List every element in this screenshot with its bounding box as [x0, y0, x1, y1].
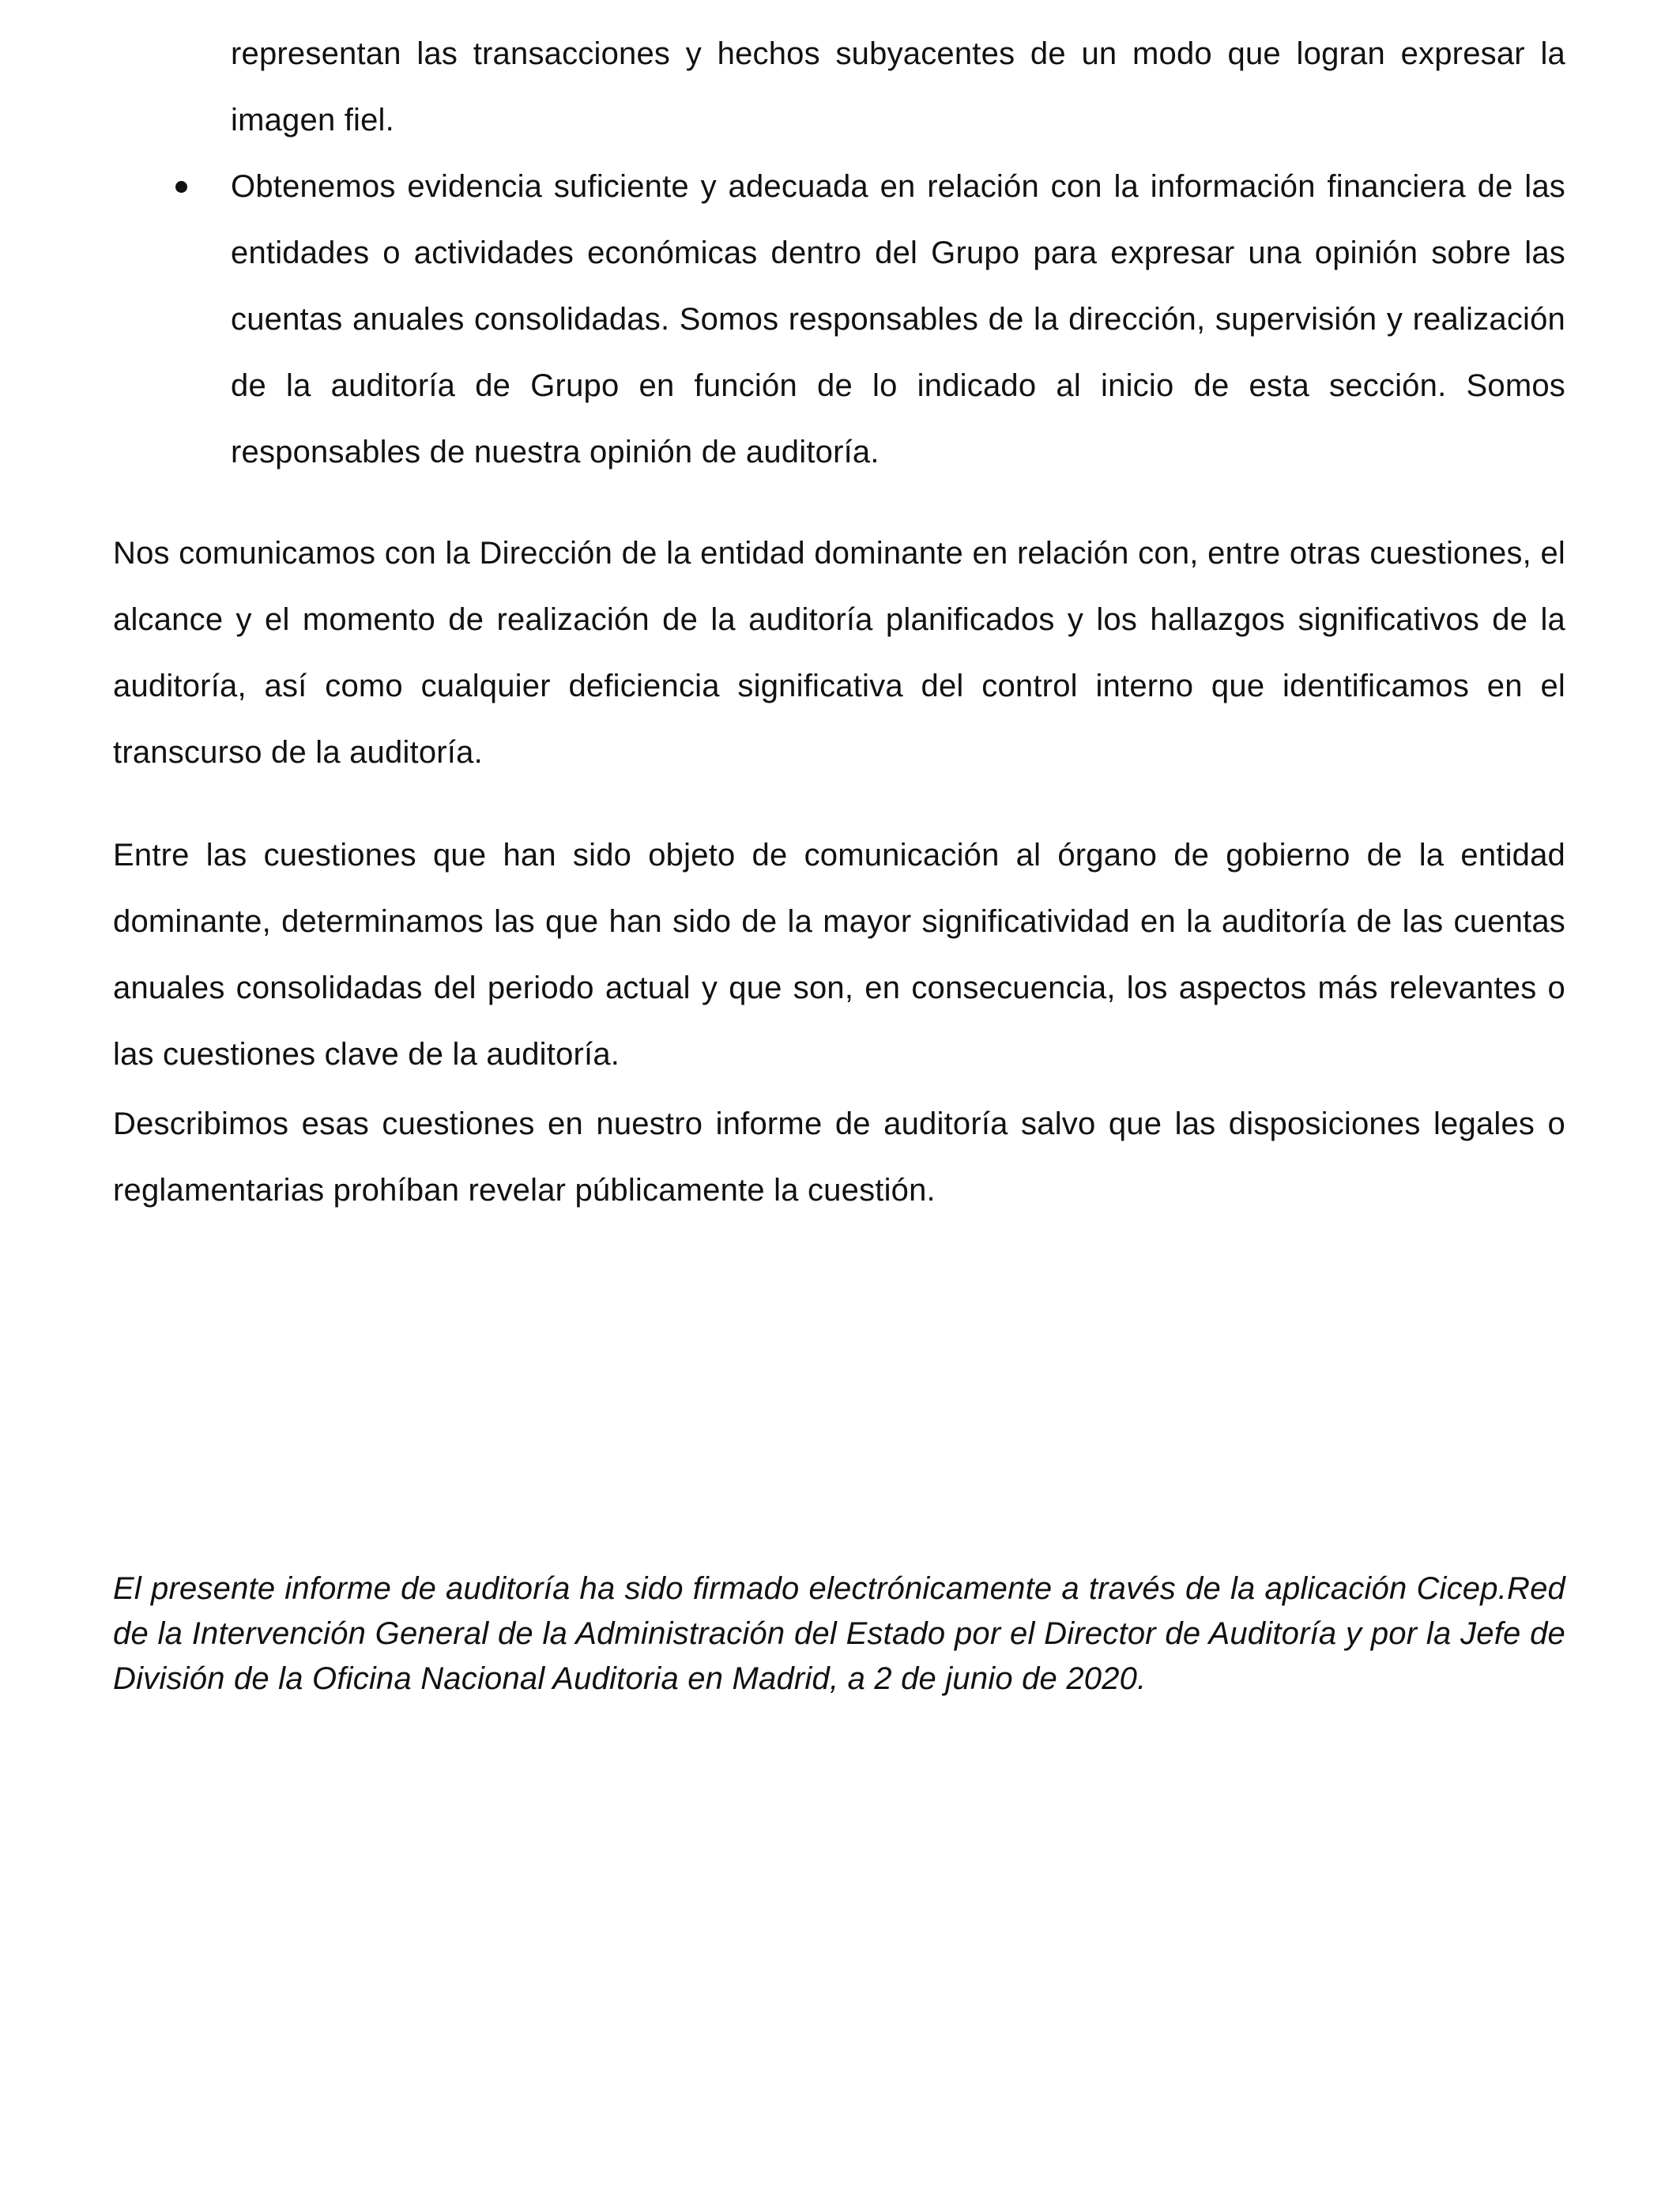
continued-list-text: representan las transacciones y hechos subyacentes de un modo que logran expresar la imagen fiel.: [231, 36, 1565, 138]
bullet-list-item: [231, 153, 1565, 485]
signature-note: El presente informe de auditoría ha sido firmado electrónicamente a través de la aplicación Cicep.Red de la Intervención General de la Administración del Estado por el Director de Auditoría y por la Jefe de División de la Oficina Nacional Auditoria en Madrid, a 2 de junio de 2020.: [113, 1571, 1565, 1696]
bullet-icon: [172, 153, 190, 220]
bullet-item-text: Obtenemos evidencia suficiente y adecuada en relación con la información financiera de las entidades o actividades económicas dentro del Grupo para expresar una opinión sobre las cuentas anuales consolidadas. Somos responsables de la dirección, supervisión y realización de la auditoría de Grupo en función de lo indicado al inicio de esta sección. Somos responsables de nuestra opinión de auditoría.: [231, 169, 1565, 469]
paragraph-key-matters: Entre las cuestiones que han sido objeto de comunicación al órgano de gobierno de la entidad dominante, determinamos las que han sido de la mayor significatividad en la auditoría de las cuentas anuales consolidadas del periodo actual y que son, en consecuencia, los aspectos más relevantes o las cuestiones clave de la auditoría.: [113, 838, 1565, 1072]
paragraph-disclosure: Describimos esas cuestiones en nuestro informe de auditoría salvo que las disposiciones legales o reglamentarias prohíban revelar públicamente la cuestión.: [113, 1106, 1565, 1208]
paragraph-communication: Nos comunicamos con la Dirección de la entidad dominante en relación con, entre otras cuestiones, el alcance y el momento de realización de la auditoría planificados y los hallazgos significativos de la auditoría, así como cualquier deficiencia significativa del control interno que identificamos en el transcurso de la auditoría.: [113, 536, 1565, 770]
